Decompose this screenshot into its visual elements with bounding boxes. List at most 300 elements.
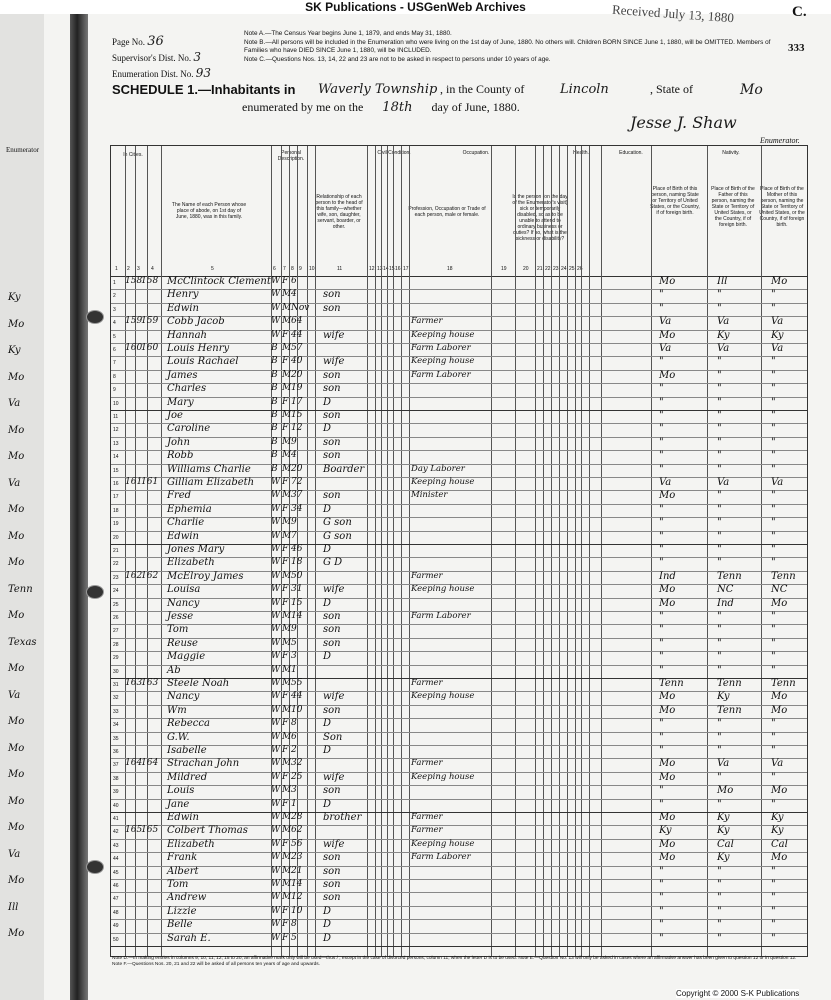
- state: [740, 82, 763, 98]
- table-row: [111, 933, 807, 946]
- table-row: [111, 839, 807, 852]
- cell-n: 12: [113, 427, 119, 434]
- cell-bp: ": [659, 637, 664, 649]
- cell-n: 10: [113, 400, 119, 407]
- edge-enumerator-label: Enumerator: [6, 146, 40, 154]
- cell-rel: wife: [323, 771, 345, 783]
- cell-fb: Ind: [717, 597, 734, 609]
- cell-fb: ": [717, 718, 722, 730]
- cell-a: 57: [291, 343, 303, 353]
- cell-fb: ": [717, 356, 722, 368]
- supervisor-field: [112, 50, 201, 64]
- column-number: 9: [299, 266, 302, 272]
- cell-fb: ": [717, 745, 722, 756]
- cell-rel: Boarder: [323, 463, 365, 475]
- cell-a: 64: [291, 316, 303, 327]
- header-birth-mother: Place of Birth of the Mother of this person, naming the State or Territory of United States, or the Country, if of foreign birth.: [759, 186, 805, 228]
- cell-a: 46: [291, 544, 303, 554]
- cell-occ: Keeping house: [411, 477, 475, 487]
- cell-n: 1: [113, 280, 116, 286]
- state-value: Mo: [740, 82, 763, 98]
- table-row: [111, 437, 807, 450]
- cell-fb: Mo: [717, 785, 734, 797]
- cell-a: 12: [291, 423, 303, 434]
- margin-note: Mo: [8, 451, 25, 462]
- cell-rel: D: [323, 919, 332, 931]
- cell-bp: ": [659, 544, 664, 555]
- cell-a: 3: [291, 651, 297, 662]
- margin-note: Va: [8, 848, 21, 860]
- cell-name: Fred: [167, 490, 192, 502]
- cell-c: W: [271, 798, 281, 809]
- cell-n: 38: [113, 775, 119, 782]
- cell-fb: ": [717, 637, 722, 649]
- table-row: [111, 584, 807, 597]
- cell-fam: 159: [141, 316, 159, 327]
- table-row: [111, 303, 807, 316]
- cell-a: 37: [291, 490, 303, 501]
- column-number: 26: [577, 266, 583, 272]
- cell-fb: ": [717, 651, 722, 663]
- cell-bp: ": [659, 423, 664, 435]
- cell-n: 18: [113, 507, 119, 514]
- column-number: 16: [395, 266, 401, 272]
- cell-a: 8: [291, 919, 297, 930]
- cell-s: F: [282, 544, 289, 554]
- column-number: 21: [537, 266, 543, 272]
- table-row: [111, 892, 807, 905]
- cell-n: 11: [113, 414, 119, 420]
- cell-fb: ": [717, 611, 722, 622]
- cell-fb: Ky: [717, 825, 730, 837]
- cell-name: Sarah E.: [167, 932, 211, 944]
- received-stamp: Received July 13, 1880: [611, 1, 735, 26]
- table-row: [111, 490, 807, 503]
- cell-name: Louisa: [167, 584, 201, 596]
- cell-rel: D: [323, 718, 332, 730]
- binding-hole: [86, 585, 104, 599]
- cell-dw: 160: [125, 343, 143, 353]
- cell-s: M: [282, 704, 292, 715]
- cell-rel: D: [323, 798, 332, 810]
- table-row: [111, 557, 807, 570]
- table-row: [111, 758, 807, 771]
- cell-bp: Mo: [659, 490, 676, 502]
- cell-a: 20: [291, 463, 303, 474]
- cell-fam: 163: [141, 678, 159, 688]
- cell-rel: son: [323, 450, 341, 462]
- cell-name: Albert: [167, 865, 199, 877]
- cell-c: B: [271, 410, 278, 420]
- column-number: 11: [337, 266, 343, 272]
- cell-a: 23: [291, 852, 303, 863]
- cell-mb: ": [771, 879, 776, 890]
- cell-rel: son: [323, 436, 341, 448]
- cell-occ: Keeping house: [411, 691, 475, 702]
- note-b: Note B.—All persons will be included in the Enumeration who were living on the 1st day of June, 1880. No others will. Children BORN SINCE June 1, 1880, will be OMITTED. Members of Families who have DIED SINCE June 1, 1880, will be INCLUDED.: [244, 38, 771, 55]
- cell-fam: 160: [141, 343, 159, 353]
- cell-mb: ": [771, 356, 776, 368]
- cell-bp: ": [659, 517, 664, 529]
- cell-mb: Mo: [771, 276, 788, 287]
- cell-fb: ": [717, 396, 722, 408]
- cell-fb: Ky: [717, 852, 730, 864]
- cell-fb: Ill: [717, 276, 728, 287]
- cell-s: M: [282, 611, 292, 621]
- cell-dw: 165: [125, 825, 143, 836]
- printed-page-number: 333: [788, 42, 805, 54]
- cell-n: 15: [113, 467, 119, 474]
- header-occupation: Occupation.: [462, 150, 490, 156]
- enumeration-label: Enumeration Dist. No.: [112, 69, 194, 79]
- table-row: [111, 423, 807, 436]
- cell-name: Andrew: [167, 892, 207, 904]
- cell-mb: ": [771, 289, 776, 301]
- cell-rel: Son: [323, 731, 343, 743]
- cell-fb: ": [717, 369, 722, 381]
- column-number: 20: [523, 266, 529, 272]
- cell-mb: Tenn: [771, 570, 796, 582]
- cell-n: 13: [113, 440, 119, 447]
- table-row: [111, 517, 807, 530]
- table-row: [111, 772, 807, 785]
- cell-n: 50: [113, 936, 119, 943]
- margin-note: Mo: [8, 795, 25, 807]
- cell-a: 20: [291, 369, 303, 380]
- table-row: [111, 571, 807, 584]
- table-row: [111, 330, 807, 343]
- cell-name: Rebecca: [167, 718, 210, 730]
- cell-a: 44: [291, 329, 303, 340]
- header-relationship: Relationship of each person to the head of this family—whether wife, son, daughter, servant, boarder, or other.: [315, 194, 363, 230]
- cell-rel: son: [323, 892, 341, 904]
- cell-dw: 158: [125, 276, 143, 286]
- margin-note: Mo: [8, 663, 25, 674]
- column-number: 8: [291, 266, 294, 272]
- column-number: 23: [553, 266, 559, 272]
- cell-a: 9: [291, 624, 297, 635]
- cell-c: W: [271, 637, 281, 648]
- cell-mb: ": [771, 637, 776, 649]
- cell-rel: son: [323, 383, 341, 395]
- corner-letter: C.: [792, 4, 807, 20]
- page-no-value: 36: [147, 34, 164, 49]
- cell-fb: ": [717, 879, 722, 890]
- table-row: [111, 544, 807, 557]
- table-row: [111, 732, 807, 745]
- cell-mb: Va: [771, 477, 784, 488]
- cell-bp: ": [659, 356, 664, 368]
- margin-note: Mo: [8, 557, 25, 568]
- table-row: [111, 745, 807, 758]
- margin-note: Mo: [8, 742, 25, 754]
- cell-s: F: [282, 276, 289, 286]
- cell-mb: ": [771, 530, 776, 542]
- table-row: [111, 852, 807, 865]
- cell-a: 15: [291, 410, 303, 420]
- cell-c: W: [271, 892, 281, 903]
- cell-fb: ": [717, 463, 722, 475]
- binding-hole: [86, 310, 104, 324]
- archive-banner: SK Publications - USGenWeb Archives: [0, 0, 831, 14]
- cell-a: 10: [291, 905, 303, 916]
- cell-n: 40: [113, 802, 119, 809]
- cell-bp: ": [659, 798, 664, 810]
- cell-c: W: [271, 838, 281, 849]
- cell-mb: Ky: [771, 825, 784, 837]
- cell-bp: Mo: [659, 704, 676, 716]
- enumerator-label: Enumerator.: [760, 136, 800, 145]
- county-label: , in the County of: [440, 82, 525, 96]
- table-row: [111, 450, 807, 463]
- cell-a: 10: [291, 704, 303, 715]
- cell-c: W: [271, 919, 281, 930]
- cell-s: M: [282, 785, 292, 796]
- column-number: 14: [383, 266, 389, 272]
- cell-occ: Farmer: [411, 758, 443, 769]
- cell-occ: Keeping house: [411, 771, 475, 782]
- cell-a: 12: [291, 892, 303, 903]
- cell-s: F: [282, 905, 289, 916]
- cell-name: Jones Mary: [167, 544, 225, 555]
- table-row: [111, 531, 807, 544]
- cell-mb: ": [771, 651, 776, 663]
- cell-fb: ": [717, 383, 722, 395]
- cell-bp: ": [659, 289, 664, 301]
- cell-c: W: [271, 852, 281, 863]
- margin-note: Mo: [8, 371, 25, 383]
- cell-rel: son: [323, 410, 341, 421]
- table-row: [111, 879, 807, 892]
- cell-n: 48: [113, 909, 119, 916]
- cell-name: Charlie: [167, 517, 205, 529]
- cell-mb: ": [771, 544, 776, 555]
- table-row: [111, 651, 807, 664]
- cell-name: Nancy: [167, 691, 200, 703]
- cell-bp: ": [659, 396, 664, 408]
- cell-a: 44: [291, 691, 303, 702]
- cell-fam: 161: [141, 477, 159, 487]
- cell-name: Joe: [167, 410, 183, 421]
- cell-mb: ": [771, 396, 776, 408]
- census-grid: [110, 145, 808, 957]
- cell-c: B: [271, 396, 278, 407]
- cell-rel: D: [323, 932, 332, 944]
- cell-name: Tom: [167, 879, 189, 890]
- cell-a: 14: [291, 879, 303, 889]
- footnotes: Note D.—In making entries in columns 9, 10, 11, 12, 15 to 20, an affirmative mark only will be used—thus / , except in the case of divorced persons, column 11, when the letter D is to be used. Note E.—Question No. 13 will only be asked in cases where an affirmative answer has been given to question 12 or in question 12. Note F.—Questions Nos. 20, 21 and 22 will be asked of all persons ten years of age and upwards.: [112, 956, 797, 967]
- cell-bp: ": [659, 624, 664, 636]
- cell-s: M: [282, 369, 292, 380]
- cell-s: M: [282, 436, 292, 447]
- table-row: [111, 276, 807, 289]
- cell-c: W: [271, 785, 281, 796]
- cell-dw: 164: [125, 758, 143, 769]
- cell-bp: ": [659, 905, 664, 917]
- supervisor-value: 3: [193, 50, 202, 64]
- margin-note: Mo: [8, 530, 25, 542]
- cell-rel: son: [323, 369, 341, 381]
- cell-c: B: [271, 369, 278, 380]
- cell-occ: Farmer: [411, 812, 443, 822]
- cell-bp: Ky: [659, 825, 672, 837]
- margin-note: Ill: [8, 901, 19, 913]
- cell-n: 16: [113, 481, 119, 487]
- cell-fb: Tenn: [717, 704, 742, 716]
- cell-c: W: [271, 503, 281, 514]
- cell-bp: Mo: [659, 812, 676, 823]
- cell-mb: Ky: [771, 812, 784, 823]
- cell-name: Ephemia: [167, 503, 212, 515]
- cell-rel: son: [323, 785, 341, 797]
- cell-n: 32: [113, 695, 119, 702]
- cell-bp: Mo: [659, 329, 676, 341]
- cell-fb: Va: [717, 477, 730, 488]
- cell-fb: ": [717, 530, 722, 542]
- table-row: [111, 919, 807, 932]
- cell-name: Louis: [167, 785, 195, 797]
- column-number: 10: [309, 266, 315, 272]
- cell-fb: ": [717, 798, 722, 810]
- cell-rel: G D: [323, 557, 343, 569]
- cell-rel: D: [323, 597, 332, 609]
- county-value: Lincoln: [560, 82, 609, 97]
- cell-s: F: [282, 745, 289, 755]
- margin-note: Va: [8, 398, 21, 409]
- cell-mb: ": [771, 463, 776, 475]
- cell-rel: D: [323, 423, 332, 435]
- cell-bp: Mo: [659, 852, 676, 864]
- cell-n: 6: [113, 347, 116, 353]
- cell-occ: Farm Laborer: [411, 369, 471, 380]
- cell-a: 6: [291, 276, 297, 286]
- cell-bp: Mo: [659, 771, 676, 783]
- cell-s: M: [282, 383, 292, 394]
- cell-s: F: [282, 477, 289, 487]
- cell-occ: Farm Laborer: [411, 343, 471, 353]
- table-row: [111, 504, 807, 517]
- cell-bp: Va: [659, 343, 672, 354]
- cell-fam: 162: [141, 570, 159, 581]
- table-row: [111, 316, 807, 329]
- header-occupation-desc: Profession, Occupation or Trade of each person, male or female.: [408, 206, 486, 218]
- cell-s: F: [282, 423, 289, 434]
- cell-n: 30: [113, 668, 119, 675]
- cell-bp: Mo: [659, 369, 676, 381]
- cell-c: W: [271, 289, 281, 300]
- cell-name: Nancy: [167, 597, 200, 609]
- cell-dw: 163: [125, 678, 143, 688]
- page-binding: [70, 14, 88, 1000]
- cell-mb: ": [771, 410, 776, 421]
- cell-rel: D: [323, 503, 332, 515]
- cell-name: Elizabeth: [167, 838, 215, 850]
- table-row: [111, 718, 807, 731]
- table-row: [111, 624, 807, 637]
- cell-c: W: [271, 905, 281, 916]
- table-row: [111, 397, 807, 410]
- cell-fb: Va: [717, 343, 730, 354]
- cell-s: F: [282, 691, 289, 702]
- cell-a: 5: [291, 932, 297, 943]
- cell-bp: ": [659, 410, 664, 421]
- cell-c: W: [271, 544, 281, 554]
- cell-dw: 161: [125, 477, 143, 487]
- cell-fb: ": [717, 289, 722, 301]
- cell-s: M: [282, 517, 292, 528]
- cell-s: F: [282, 932, 289, 943]
- cell-a: Nov: [291, 302, 310, 313]
- cell-n: 37: [113, 762, 119, 769]
- column-number: 24: [561, 266, 567, 272]
- cell-a: 40: [291, 356, 303, 367]
- cell-name: G.W.: [167, 731, 190, 743]
- cell-a: 7: [291, 530, 297, 541]
- cell-n: 49: [113, 923, 119, 930]
- cell-c: W: [271, 731, 281, 742]
- cell-bp: ": [659, 557, 664, 569]
- table-row: [111, 705, 807, 718]
- cell-fb: ": [717, 919, 722, 931]
- cell-s: M: [282, 450, 292, 461]
- cell-mb: Mo: [771, 785, 788, 797]
- cell-n: 41: [113, 816, 119, 822]
- cell-fb: ": [717, 544, 722, 555]
- cell-a: 4: [291, 450, 297, 461]
- cell-bp: ": [659, 865, 664, 877]
- cell-s: M: [282, 343, 292, 353]
- cell-s: F: [282, 396, 289, 407]
- cell-fb: ": [717, 410, 722, 421]
- cell-a: 9: [291, 436, 297, 447]
- cell-occ: Farmer: [411, 678, 443, 688]
- cell-n: 3: [113, 306, 116, 313]
- cell-s: M: [282, 316, 292, 327]
- cell-name: Louis Henry: [167, 343, 230, 354]
- cell-mb: Mo: [771, 691, 788, 703]
- cell-name: Isabelle: [167, 745, 207, 756]
- table-row: [111, 289, 807, 302]
- cell-name: Jesse: [167, 611, 194, 622]
- header-birth-father: Place of Birth of the Father of this person, naming the State or Territory of United States, or the Country, if of foreign birth.: [711, 186, 755, 228]
- cell-mb: ": [771, 503, 776, 515]
- cell-name: John: [167, 436, 190, 448]
- cell-c: B: [271, 463, 278, 474]
- cell-mb: Mo: [771, 597, 788, 609]
- cell-s: F: [282, 356, 289, 367]
- state-label: , State of: [650, 82, 693, 96]
- column-number: 4: [151, 266, 154, 272]
- cell-bp: Va: [659, 316, 672, 328]
- township-value: Waverly Township: [318, 82, 438, 97]
- cell-c: W: [271, 490, 281, 501]
- cell-mb: Va: [771, 316, 784, 328]
- cell-c: W: [271, 704, 281, 715]
- cell-name: Charles: [167, 383, 207, 395]
- cell-c: W: [271, 678, 281, 688]
- cell-c: B: [271, 436, 278, 447]
- cell-mb: ": [771, 718, 776, 730]
- cell-c: B: [271, 383, 278, 394]
- cell-c: W: [271, 664, 281, 675]
- cell-bp: Mo: [659, 584, 676, 596]
- cell-mb: NC: [771, 584, 788, 596]
- table-row: [111, 799, 807, 812]
- cell-fb: Cal: [717, 838, 734, 850]
- cell-a: 31: [291, 584, 303, 595]
- cell-fam: 158: [141, 276, 159, 286]
- cell-a: 28: [291, 812, 303, 822]
